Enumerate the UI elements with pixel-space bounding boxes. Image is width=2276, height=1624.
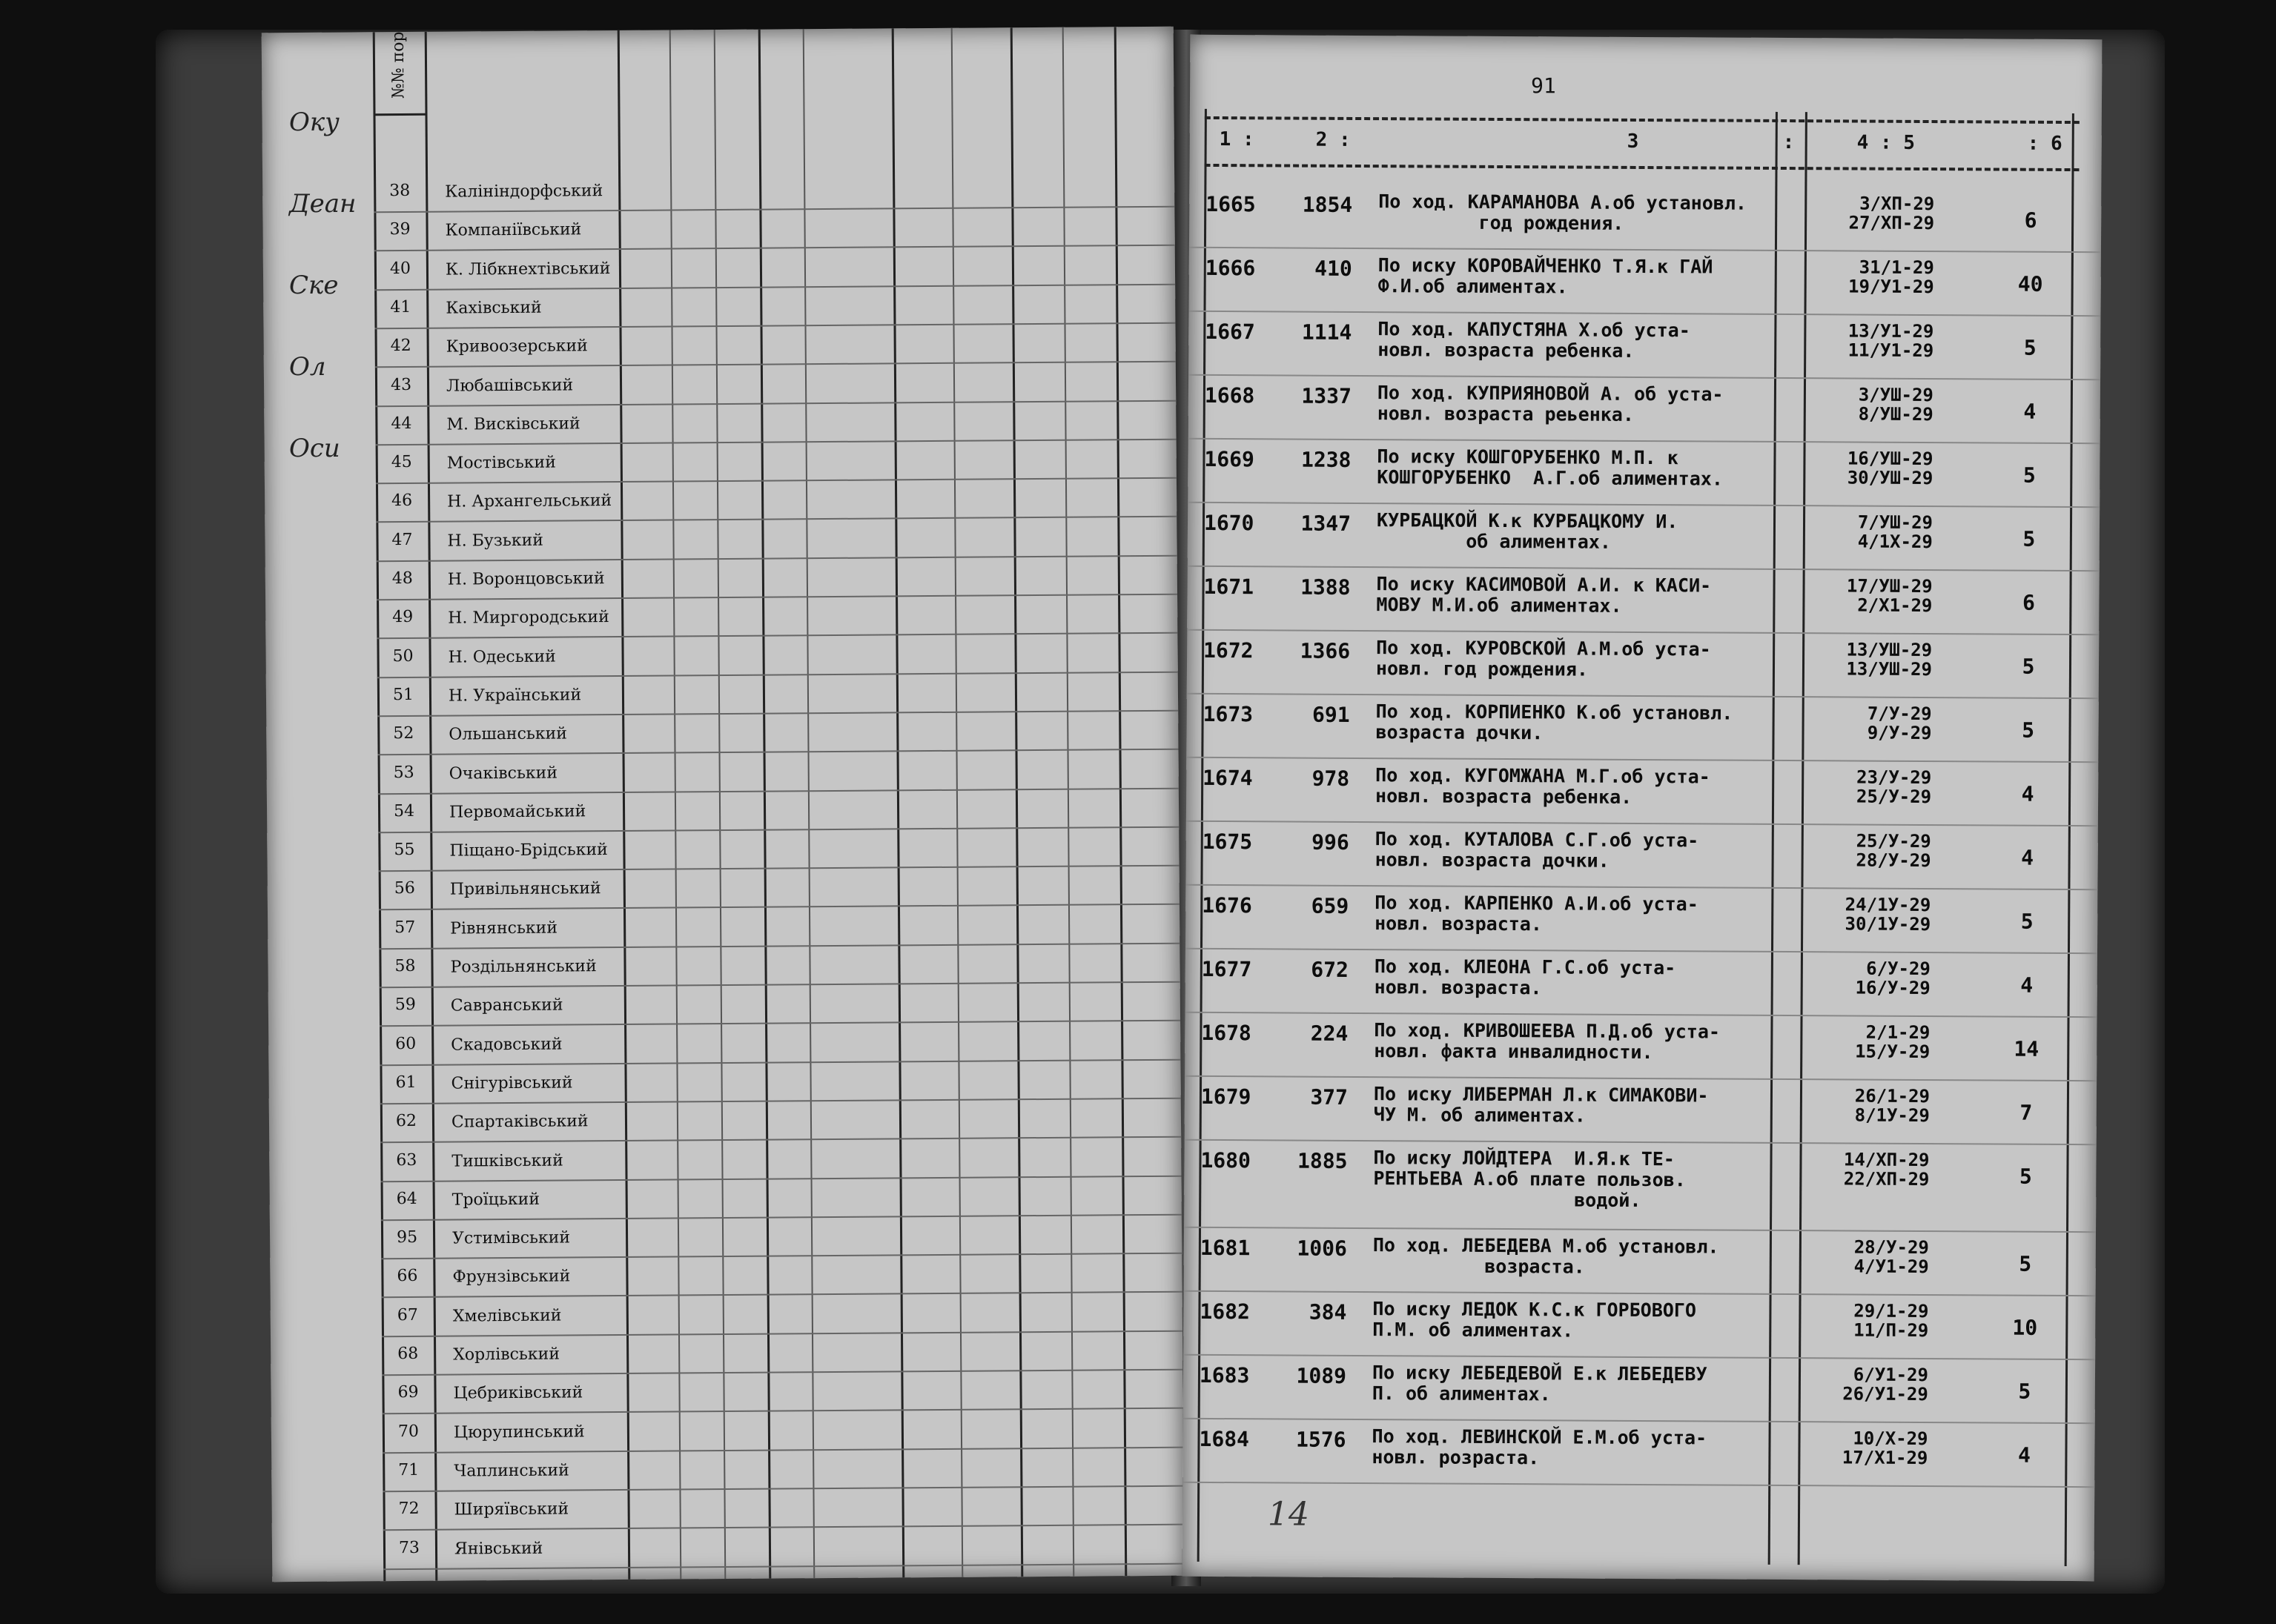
ledger-entry (1185, 1076, 2097, 1145)
district-row (377, 632, 1177, 678)
case-dates: 3/ХП-29 27/ХП-29 (1848, 193, 1935, 234)
ledger-entry (1188, 438, 2100, 508)
case-description: По ход. КАПУСТЯНА Х.об уста- новл. возраста ребенка. (1377, 318, 1690, 362)
district-name: Спартаківський (451, 1112, 589, 1132)
entry-number: 1673 (1202, 701, 1254, 727)
district-row (374, 284, 1175, 330)
ledger-entry (1186, 693, 2098, 763)
district-row (378, 749, 1179, 795)
case-dates: 26/1-29 8/1У-29 (1854, 1085, 1931, 1127)
entry-count: 4 (2021, 845, 2034, 870)
ledger-entry (1187, 566, 2099, 635)
district-row-number: 60 (395, 1034, 417, 1053)
district-name: Цюрупинський (453, 1422, 585, 1442)
entry-number: 1679 (1200, 1084, 1251, 1110)
district-row (376, 477, 1177, 523)
entry-count: 5 (2022, 654, 2035, 679)
entry-number: 1681 (1200, 1235, 1251, 1261)
district-row (376, 439, 1177, 485)
entry-count: 40 (2017, 271, 2043, 296)
district-row-number: 45 (391, 453, 412, 472)
ledger-entry (1182, 1418, 2094, 1488)
case-dates: 10/Х-29 17/Х1-29 (1842, 1428, 1928, 1469)
district-row-number: 66 (397, 1267, 418, 1286)
ledger-entry (1188, 502, 2100, 571)
left-page (262, 27, 1185, 1582)
district-name: Троїцький (451, 1190, 540, 1210)
district-row (381, 1253, 1182, 1299)
district-name: Кривоозерський (446, 337, 588, 357)
case-dates: 28/У-29 4/У1-29 (1853, 1236, 1929, 1278)
district-row-number: 72 (398, 1499, 420, 1519)
ledger-entry (1183, 1354, 2095, 1424)
district-name: Привільнянський (449, 879, 601, 899)
district-row (374, 245, 1175, 291)
case-description: По иску КОРОВАЙЧЕНКО Т.Я.к ГАЙ Ф.И.об алиментах. (1377, 254, 1713, 298)
column-header-sep: : (1782, 130, 1795, 154)
ledger-entry (1189, 183, 2101, 253)
entry-count: 5 (2022, 717, 2035, 743)
entry-count: 4 (2021, 781, 2034, 806)
district-row (377, 710, 1178, 756)
district-name: Ширяївський (454, 1499, 569, 1519)
district-name: Очаківський (449, 763, 558, 783)
district-name: К. Лібкнехтівський (445, 259, 611, 279)
district-name: Піщано-Брідський (449, 841, 608, 861)
entry-number: 1684 (1199, 1426, 1250, 1452)
entry-number: 1680 (1200, 1147, 1251, 1173)
case-number: 1366 (1300, 638, 1351, 663)
district-name: Снігурівський (451, 1073, 573, 1093)
case-description: По иску ЛЕБЕДЕВОЙ Е.к ЛЕБЕДЕВУ П. об алиментах. (1372, 1362, 1707, 1405)
district-name: Чаплинський (454, 1461, 569, 1481)
entry-count: 5 (2019, 1164, 2032, 1189)
case-dates: 6/У1-29 26/У1-29 (1842, 1364, 1929, 1405)
margin-note: Деан (289, 189, 357, 219)
district-row (378, 788, 1179, 834)
case-dates: 16/УШ-29 30/УШ-29 (1847, 448, 1933, 489)
entry-count: 4 (2020, 972, 2034, 998)
district-name: Скадовський (451, 1035, 563, 1055)
entry-count: 5 (2022, 463, 2036, 488)
margin-note: Оси (289, 434, 340, 463)
case-dates: 7/УШ-29 4/1Х-29 (1857, 511, 1933, 553)
entry-count: 6 (2022, 590, 2035, 615)
entry-number: 1672 (1203, 637, 1254, 663)
case-number: 1885 (1297, 1148, 1348, 1173)
district-row (383, 1447, 1183, 1493)
district-row (379, 904, 1180, 949)
district-row-number: 73 (398, 1538, 420, 1557)
district-name: Любашівський (446, 375, 574, 396)
district-row (383, 1485, 1183, 1531)
case-description: КУРБАЦКОЙ К.к КУРБАЦКОМУ И. об алиментах. (1376, 509, 1678, 553)
left-ruled-table (373, 27, 1185, 1581)
district-row-number: 58 (394, 956, 416, 976)
district-row (383, 1524, 1184, 1570)
district-name: Устимівський (451, 1228, 571, 1248)
entry-count: 4 (2023, 399, 2037, 424)
district-row (378, 826, 1179, 872)
entry-count: 10 (2012, 1315, 2038, 1340)
district-row (379, 865, 1180, 911)
district-name: Хорлівський (453, 1345, 560, 1365)
case-description: По иску КАСИМОВОЙ А.И. к КАСИ- МОВУ М.И.об алиментах. (1376, 573, 1712, 617)
entry-number: 1682 (1200, 1299, 1250, 1325)
case-number: 1337 (1301, 383, 1352, 408)
column-header-6: : 6 (2027, 132, 2062, 155)
district-row-number: 69 (397, 1383, 419, 1402)
case-number: 224 (1310, 1021, 1349, 1046)
case-description: По ход. КУГОМЖАНА М.Г.об уста- новл. возраста ребенка. (1375, 764, 1710, 808)
district-row (375, 400, 1176, 446)
district-row (375, 322, 1176, 368)
district-name: Мостівський (446, 453, 556, 473)
district-name: Компаніївський (445, 220, 582, 240)
district-row-number: 38 (389, 181, 411, 201)
district-row (380, 1020, 1180, 1066)
entry-number: 1666 (1205, 255, 1256, 281)
ledger-entry (1184, 1227, 2096, 1296)
case-dates: 29/1-29 11/П-29 (1853, 1300, 1929, 1342)
case-number: 996 (1311, 829, 1349, 855)
page-number: 91 (1531, 73, 1556, 99)
ledger-entry (1188, 247, 2100, 316)
district-row (382, 1330, 1182, 1376)
column-header-1: 1 : (1219, 128, 1254, 151)
district-name: Н. Миргородський (448, 608, 609, 628)
entry-number: 1674 (1202, 765, 1253, 791)
case-dates: 6/У-29 16/У-29 (1855, 958, 1931, 999)
district-name: Ольшанський (449, 724, 568, 744)
district-row-number: 63 (396, 1150, 417, 1170)
row-number-header (373, 32, 426, 116)
case-description: По ход. КУТАЛОВА С.Г.об уста- новл. возраста дочки. (1374, 828, 1699, 872)
district-row (381, 1175, 1182, 1221)
ledger-entry (1188, 374, 2100, 444)
district-name: Кахівський (446, 298, 542, 318)
entry-count: 5 (2022, 526, 2036, 551)
district-name: Н. Архангельський (447, 491, 612, 511)
row-number-header-label: №№ пор (388, 31, 408, 99)
margin-note: Ске (289, 271, 339, 300)
district-row-number: 54 (393, 801, 415, 821)
case-dates: 13/УШ-29 13/УШ-29 (1846, 639, 1933, 680)
case-number: 1006 (1297, 1236, 1347, 1261)
ledger-entry (1187, 629, 2099, 699)
district-row-number: 46 (391, 491, 413, 511)
district-name: Н. Одеський (448, 647, 556, 667)
district-row (376, 516, 1177, 562)
district-row-number: 68 (397, 1344, 419, 1364)
case-dates: 31/1-29 19/У1-29 (1848, 256, 1934, 298)
district-name: Хмелівський (452, 1306, 562, 1326)
district-row (380, 981, 1180, 1027)
right-page (1182, 35, 2103, 1581)
case-description: По ход. КАРАМАНОВА А.об установл. год рождения. (1378, 190, 1747, 234)
case-number: 1114 (1301, 319, 1352, 345)
district-row-number: 49 (392, 608, 414, 627)
entry-count: 14 (2014, 1036, 2040, 1061)
case-description: По иску ЛИБЕРМАН Л.к СИМАКОВИ- ЧУ М. об алиментах. (1373, 1083, 1709, 1127)
case-number: 1347 (1300, 511, 1352, 536)
case-description: По иску ЛОЙДТЕРА И.Я.к ТЕ- РЕНТЬЕВА А.об плате пользов. водой. (1373, 1147, 1686, 1211)
district-row-number: 47 (391, 530, 413, 549)
district-row-number: 53 (393, 763, 414, 782)
district-row (383, 1408, 1183, 1454)
case-number: 410 (1314, 256, 1352, 281)
entry-number: 1671 (1203, 574, 1254, 600)
column-header-4-5: 4 : 5 (1856, 131, 1916, 154)
district-row-number: 61 (395, 1073, 417, 1092)
case-description: По ход. КАРПЕНКО А.И.об уста- новл. возраста. (1374, 892, 1698, 935)
case-description: По иску ЛЕДОК К.С.к ГОРБОВОГО П.М. об алиментах. (1372, 1298, 1697, 1342)
case-number: 384 (1309, 1299, 1347, 1325)
case-number: 1388 (1300, 574, 1351, 600)
district-row (377, 594, 1177, 640)
district-name: Фрунзівський (452, 1267, 571, 1287)
margin-note: Ол (289, 352, 326, 382)
district-row-number: 67 (397, 1305, 418, 1325)
entry-count: 5 (2018, 1379, 2031, 1404)
district-row-number: 70 (397, 1422, 419, 1441)
district-name: Н. Воронцовський (447, 569, 605, 589)
entry-number: 1667 (1205, 319, 1255, 345)
district-row (377, 555, 1177, 601)
district-row (380, 1136, 1181, 1182)
district-row-number: 48 (391, 569, 413, 589)
district-row-number: 95 (396, 1227, 418, 1247)
case-dates: 2/1-29 15/У-29 (1855, 1021, 1931, 1063)
district-name: Н. Бузький (447, 531, 543, 551)
case-dates: 13/У1-29 11/У1-29 (1847, 320, 1934, 362)
case-number: 659 (1311, 893, 1349, 918)
district-row (381, 1214, 1182, 1260)
entry-number: 1676 (1202, 892, 1252, 918)
ledger-entry (1185, 884, 2097, 954)
district-row-number: 56 (394, 879, 415, 898)
district-row (380, 1098, 1181, 1144)
district-name: Рівнянський (450, 918, 558, 938)
case-dates: 25/У-29 28/У-29 (1856, 830, 1931, 872)
entry-number: 1683 (1199, 1362, 1250, 1388)
district-row (380, 1059, 1180, 1105)
case-description: По ход. КУПРИЯНОВОЙ А. об уста- новл. возраста реьенка. (1377, 382, 1724, 425)
district-row-number: 59 (394, 995, 416, 1015)
entry-count: 6 (2024, 208, 2037, 233)
district-row-number: 44 (391, 414, 412, 433)
ledger-entry (1185, 821, 2097, 890)
case-number: 1089 (1296, 1363, 1347, 1388)
column-header-2: 2 : (1315, 128, 1351, 151)
district-row (382, 1291, 1182, 1337)
district-row-number: 50 (392, 646, 414, 666)
ledger-entry (1184, 1139, 2097, 1233)
district-name: Янівський (454, 1539, 543, 1559)
case-dates: 17/УШ-29 2/Х1-29 (1846, 575, 1933, 617)
district-name: Первомайський (449, 802, 586, 822)
district-row-number: 64 (396, 1189, 417, 1208)
district-row-number: 55 (394, 840, 415, 860)
district-name: Савранський (450, 995, 563, 1015)
case-dates: 23/У-29 25/У-29 (1856, 766, 1932, 808)
district-name: Цебриківський (453, 1383, 583, 1403)
case-dates: 3/УШ-29 8/УШ-29 (1858, 384, 1933, 425)
district-row (374, 168, 1174, 213)
margin-note: Оку (289, 107, 340, 137)
entry-count: 7 (2019, 1100, 2033, 1125)
entry-number: 1665 (1205, 191, 1256, 217)
case-dates: 24/1У-29 30/1У-29 (1845, 894, 1931, 935)
district-name: Н. Український (448, 686, 582, 706)
case-number: 691 (1311, 702, 1350, 727)
entry-number: 1678 (1201, 1020, 1251, 1046)
case-description: По ход. КОРПИЕНКО К.об установл. возраста дочки. (1375, 700, 1733, 744)
entry-number: 1677 (1201, 956, 1252, 982)
case-number: 1854 (1302, 192, 1353, 217)
district-name: М. Висківський (446, 414, 580, 434)
handwritten-margin-notes (289, 82, 357, 489)
case-number: 978 (1311, 766, 1350, 791)
district-row-number: 71 (398, 1460, 420, 1479)
ledger-entry (1185, 1012, 2097, 1081)
district-row-number: 51 (392, 685, 414, 704)
column-header-3: 3 (1627, 130, 1639, 153)
pencil-annotation: 14 (1267, 1495, 1310, 1534)
district-row-number: 62 (395, 1112, 417, 1131)
district-row-number: 42 (390, 337, 411, 356)
district-row (382, 1369, 1182, 1415)
case-number: 377 (1310, 1084, 1349, 1110)
entry-number: 1669 (1204, 446, 1254, 472)
case-description: По ход. ЛЕВИНСКОЙ Е.М.об уста- новл. розраста. (1372, 1425, 1707, 1469)
district-row-number: 57 (394, 918, 416, 937)
case-description: По ход. ЛЕБЕДЕВА М.об установл. возраста. (1372, 1234, 1719, 1278)
entry-count: 5 (2020, 909, 2034, 934)
entry-count: 5 (2023, 335, 2037, 360)
district-name: Тишківський (451, 1151, 563, 1171)
district-row (379, 943, 1180, 989)
entry-count: 4 (2017, 1442, 2031, 1468)
case-number: 1238 (1300, 447, 1352, 472)
district-name: Роздільнянський (450, 957, 597, 977)
district-row-number: 41 (390, 297, 411, 317)
ledger-entry (1188, 311, 2100, 380)
entry-number: 1675 (1202, 829, 1253, 855)
case-number: 1576 (1296, 1427, 1346, 1452)
entry-number: 1668 (1204, 382, 1255, 408)
case-description: По ход. КРИВОШЕЕВА П.Д.об уста- новл. факта инвалидности. (1374, 1019, 1721, 1064)
case-description: По ход. КЛЕОНА Г.С.об уста- новл. возраста. (1374, 955, 1676, 999)
district-row-number: 52 (393, 724, 414, 743)
entry-number: 1670 (1203, 510, 1254, 536)
case-number: 672 (1311, 957, 1349, 982)
ledger-entry (1185, 948, 2097, 1018)
district-row (377, 672, 1178, 717)
district-row-number: 40 (389, 259, 411, 278)
ledger-entry (1186, 757, 2098, 826)
case-dates: 14/ХП-29 22/ХП-29 (1843, 1149, 1930, 1190)
case-description: По ход. КУРОВСКОЙ А.М.об уста- новл. год рождения. (1375, 637, 1711, 680)
district-name: Калініндорфський (445, 182, 603, 202)
column-header-row (1205, 116, 2080, 171)
district-row (374, 206, 1174, 252)
district-row-number: 39 (389, 220, 411, 239)
district-row-number: 43 (390, 375, 412, 394)
ledger-entry (1183, 1290, 2095, 1360)
district-row (375, 361, 1176, 407)
case-dates: 7/У-29 9/У-29 (1867, 703, 1932, 744)
entry-count: 5 (2019, 1251, 2032, 1276)
case-description: По иску КОШГОРУБЕНКО М.П. к КОШГОРУБЕНКО А.Г.об алиментах. (1377, 445, 1723, 490)
